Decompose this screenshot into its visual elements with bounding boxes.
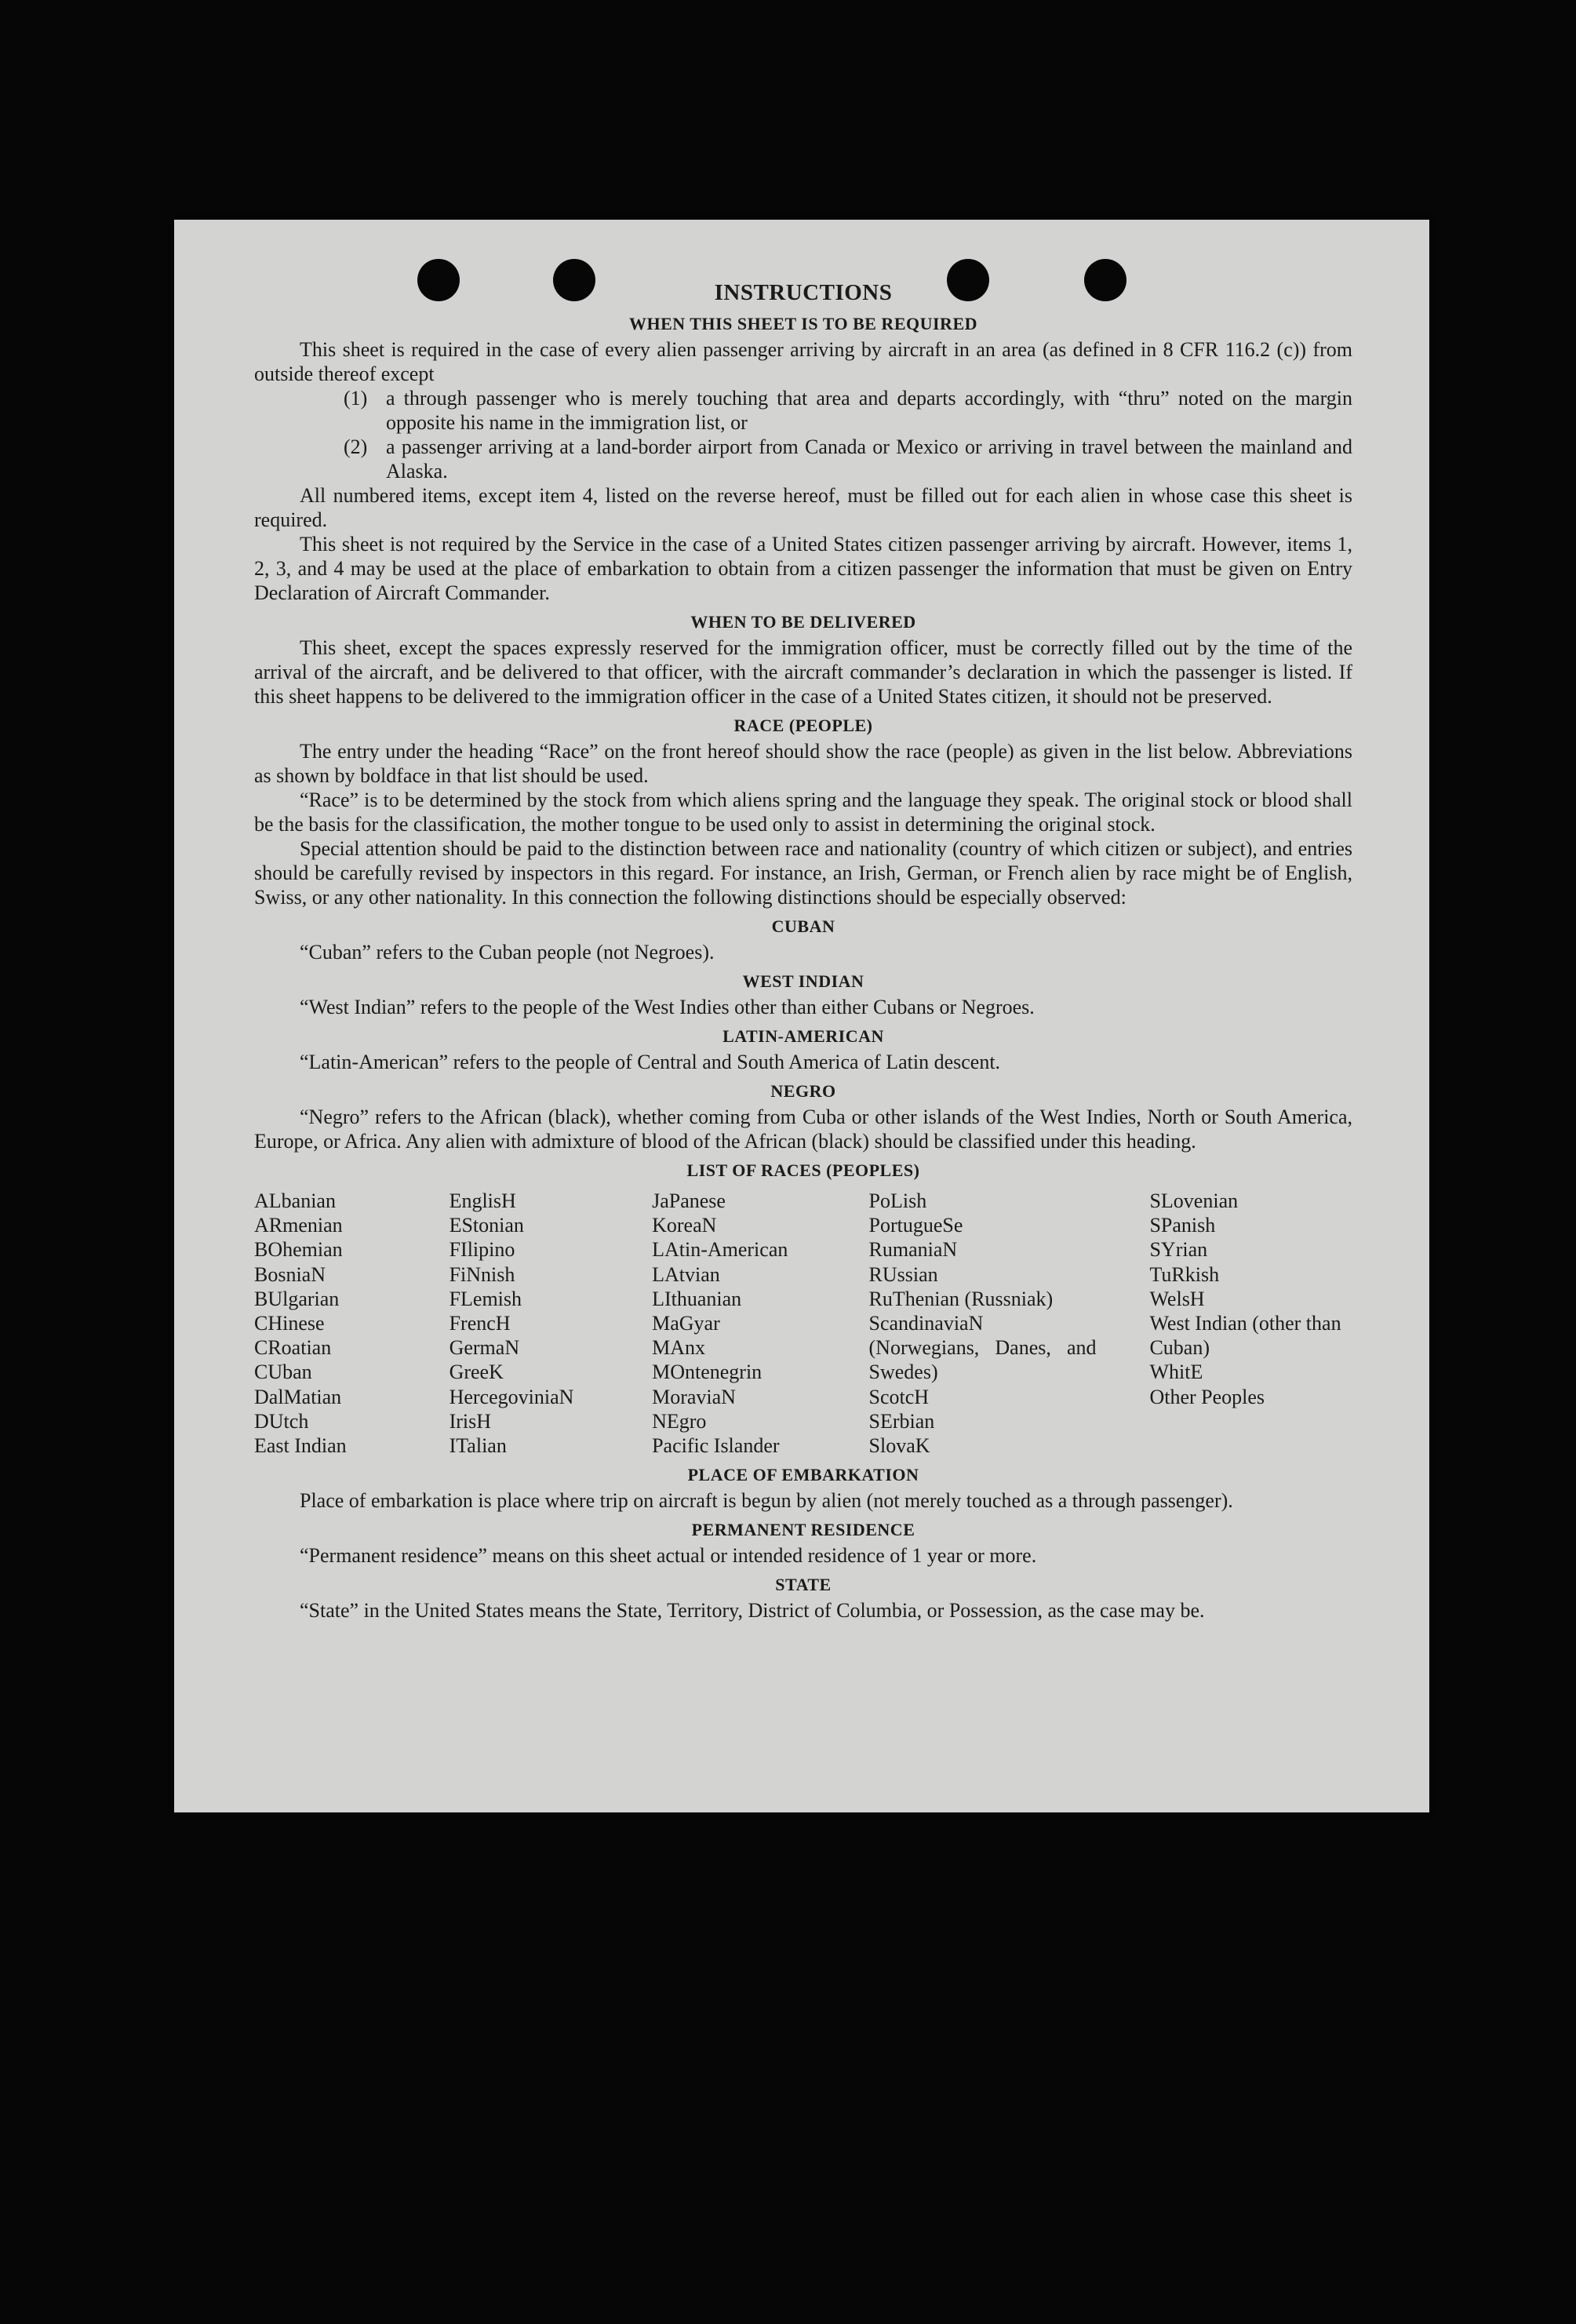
race-item: IrisH [449, 1409, 492, 1433]
paragraph: This sheet, except the spaces expressly reserved for the immigration officer, must be correctly filled out by the time of the arrival of the aircraft, and be delivered to that officer, with the aircraft commander’s declaration in which the passenger is listed. If this sheet happens to be delivered to the immigration officer in the case of a United States citizen, it should not be preserved. [254, 636, 1352, 708]
heading-west-indian: WEST INDIAN [742, 971, 864, 991]
list-item [344, 386, 1352, 435]
race-item: ScandinaviaN (Norwegians, Danes, and Swedes) [868, 1311, 1097, 1383]
race-item: JaPanese [652, 1189, 726, 1212]
heading-when-required: WHEN THIS SHEET IS TO BE REQUIRED [628, 314, 978, 333]
race-item: CUban [254, 1361, 312, 1384]
race-item: MaGyar [652, 1311, 720, 1335]
item-number: (2) [344, 435, 368, 458]
race-item: LAtin-American [652, 1238, 788, 1262]
race-item: DUtch [254, 1409, 309, 1433]
document-sheet [174, 220, 1429, 1812]
race-item: GermaN [449, 1336, 520, 1360]
paragraph: The entry under the heading “Race” on the front hereof should show the race (people) as given in the list below. Abbreviations as shown by boldface in that list should be used. [254, 740, 1352, 787]
paragraph: All numbered items, except item 4, listed on the reverse hereof, must be filled out for each alien in whose case this sheet is required. [254, 484, 1352, 531]
heading-latin-american: LATIN-AMERICAN [722, 1026, 884, 1046]
race-item: GreeK [449, 1361, 504, 1384]
race-item: PoLish [868, 1189, 927, 1212]
race-item: SLovenian [1149, 1189, 1239, 1212]
race-item: BUlgarian [254, 1287, 340, 1310]
race-item: RUssian [868, 1262, 938, 1286]
paragraph: “Latin-American” refers to the people of Central and South America of Latin descent. [300, 1051, 1001, 1073]
race-item: BOhemian [254, 1238, 343, 1262]
race-item: HercegoviniaN [449, 1385, 574, 1408]
race-item: DalMatian [254, 1385, 342, 1408]
race-item: WelsH [1149, 1287, 1205, 1310]
heading-when-delivered: WHEN TO BE DELIVERED [690, 612, 916, 632]
paragraph: “Negro” refers to the African (black), whether coming from Cuba or other islands of the West Indies, North or South America, Europe, or Africa. Any alien with admixture of blood of the African (black) should be classified under this heading. [254, 1106, 1352, 1153]
race-item: SPanish [1149, 1214, 1216, 1237]
race-item: RumaniaN [868, 1238, 958, 1262]
paragraph: “West Indian” refers to the people of the West Indies other than either Cubans or Negroes. [300, 996, 1035, 1018]
race-item: SErbian [868, 1409, 935, 1433]
race-item: LAtvian [652, 1262, 720, 1286]
paragraph: “Race” is to be determined by the stock from which aliens spring and the language they speak. The original stock or blood shall be the basis for the classification, the mother tongue to be used only to assist in determining the original stock. [254, 789, 1352, 836]
race-item: FiNnish [449, 1262, 515, 1286]
race-item: BosniaN [254, 1262, 326, 1286]
race-item: TuRkish [1149, 1262, 1220, 1286]
race-item: Pacific Islander [652, 1433, 780, 1457]
race-item: FrencH [449, 1311, 511, 1335]
race-item: ScotcH [868, 1385, 930, 1408]
race-item: SYrian [1149, 1238, 1208, 1262]
race-item: MOntenegrin [652, 1361, 763, 1384]
race-column [652, 1189, 868, 1458]
race-item: ARmenian [254, 1214, 343, 1237]
heading-cuban: CUBAN [771, 916, 835, 936]
race-column [1149, 1189, 1352, 1458]
race-item: RuThenian (Russniak) [868, 1287, 1054, 1310]
race-item: Other Peoples [1149, 1385, 1265, 1408]
race-item: PortugueSe [868, 1214, 963, 1237]
race-list [254, 1189, 1352, 1458]
paragraph: “State” in the United States means the State, Territory, District of Columbia, or Possession, as the case may be. [300, 1599, 1205, 1623]
race-item: FIlipino [449, 1238, 515, 1262]
race-item: LIthuanian [652, 1287, 742, 1310]
heading-permanent-residence: PERMANENT RESIDENCE [691, 1520, 915, 1540]
race-item: FLemish [449, 1287, 522, 1310]
race-item: East Indian [254, 1433, 347, 1457]
race-column [869, 1189, 1150, 1458]
race-item: CHinese [254, 1311, 325, 1335]
paragraph: Special attention should be paid to the distinction between race and nationality (country of which citizen or subject), and entries should be carefully revised by inspectors in this regard. For instance, an Irish, German, or French alien by race might be of English, Swiss, or any other nationality. In this connection the following distinctions should be especially observed: [254, 837, 1352, 909]
page-title: INSTRUCTIONS [714, 280, 893, 305]
race-item: SlovaK [868, 1433, 930, 1457]
race-item: KoreaN [652, 1214, 717, 1237]
item-text: a through passenger who is merely touching that area and departs accordingly, with “thru” noted on the margin opposite his name in the immigration list, or [386, 387, 1352, 434]
item-number: (1) [344, 387, 368, 410]
race-item: NEgro [652, 1409, 707, 1433]
instructions-content [254, 281, 1352, 1623]
race-item: MAnx [652, 1336, 705, 1360]
race-column [254, 1189, 450, 1458]
paragraph: “Cuban” refers to the Cuban people (not Negroes). [300, 941, 715, 963]
paragraph: “Permanent residence” means on this sheet actual or intended residence of 1 year or more. [300, 1544, 1037, 1568]
list-item [344, 435, 1352, 483]
paragraph: Place of embarkation is place where trip on aircraft is begun by alien (not merely touched as a through passenger). [300, 1489, 1233, 1513]
heading-negro: NEGRO [770, 1081, 836, 1101]
paragraph: This sheet is required in the case of every alien passenger arriving by aircraft in an area (as defined in 8 CFR 116.2 (c)) from outside thereof except [254, 338, 1352, 385]
race-item: EnglisH [449, 1189, 516, 1212]
race-column [450, 1189, 653, 1458]
heading-list-of-races: LIST OF RACES (PEOPLES) [686, 1160, 920, 1180]
paragraph: This sheet is not required by the Service in the case of a United States citizen passenger arriving by aircraft. However, items 1, 2, 3, and 4 may be used at the place of embarkation to obtain from a citizen passenger the information that must be given on Entry Declaration of Aircraft Commander. [254, 533, 1352, 604]
heading-race: RACE (PEOPLE) [733, 716, 873, 735]
item-text: a passenger arriving at a land-border airport from Canada or Mexico or arriving in travel between the mainland and Alaska. [386, 435, 1352, 483]
race-item: West Indian (other than Cuban) [1149, 1311, 1341, 1359]
race-item: ALbanian [254, 1189, 336, 1212]
race-item: WhitE [1149, 1361, 1203, 1384]
heading-state: STATE [775, 1575, 832, 1595]
race-item: ITalian [449, 1433, 507, 1457]
race-item: MoraviaN [652, 1385, 736, 1408]
race-item: CRoatian [254, 1336, 332, 1360]
heading-embarkation: PLACE OF EMBARKATION [687, 1465, 919, 1485]
race-item: EStonian [449, 1214, 524, 1237]
